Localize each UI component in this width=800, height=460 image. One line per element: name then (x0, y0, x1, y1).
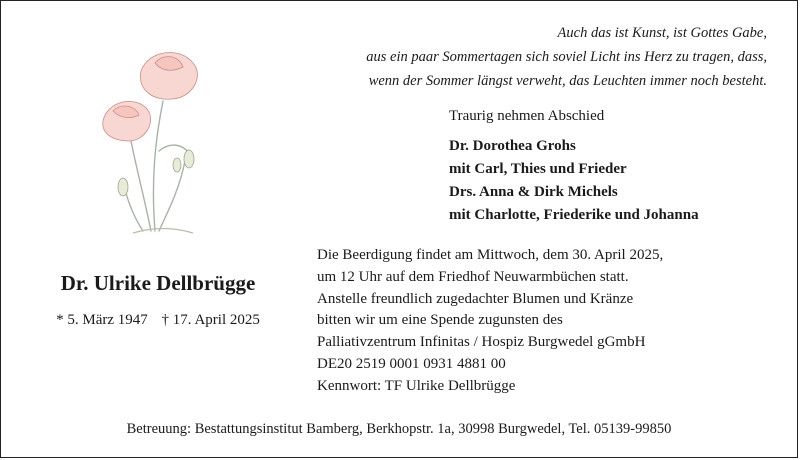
poppy-flowers-icon (93, 41, 223, 241)
life-dates (15, 312, 301, 329)
funeral-line: Kennwort: TF Ulrike Dellbrügge (317, 377, 516, 394)
funeral-line: Palliativzentrum Infinitas / Hospiz Burgwedel gGmbH (317, 334, 646, 351)
mourner-name: Dr. Dorothea Grohs (449, 138, 576, 154)
death-date: † 17. April 2025 (161, 312, 260, 328)
poem-line: Auch das ist Kunst, ist Gottes Gabe, (557, 25, 767, 41)
mourners-block (449, 105, 699, 227)
funeral-line: DE20 2519 0001 0931 4881 00 (317, 355, 506, 372)
mourner-name: mit Charlotte, Friederike und Johanna (449, 207, 699, 223)
mourners-names (449, 135, 699, 227)
mourner-name: Drs. Anna & Dirk Michels (449, 184, 618, 200)
birth-date: * 5. März 1947 (56, 312, 148, 328)
mourners-intro: Traurig nehmen Abschied (449, 108, 605, 124)
funeral-line: um 12 Uhr auf dem Friedhof Neuwarmbüchen statt. (317, 268, 629, 285)
poem (366, 21, 767, 93)
poem-line: wenn der Sommer längst verweht, das Leuchten immer noch besteht. (368, 73, 767, 89)
deceased-block (15, 271, 301, 329)
poem-line: aus ein paar Sommertagen sich soviel Licht ins Herz zu tragen, dass, (366, 49, 767, 65)
mourner-name: mit Carl, Thies und Frieder (449, 161, 627, 177)
funeral-home-footer: Betreuung: Bestattungsinstitut Bamberg, Berkhopstr. 1a, 30998 Burgwedel, Tel. 05139-99850 (126, 421, 672, 437)
funeral-line: Die Beerdigung findet am Mittwoch, dem 30. April 2025, (317, 247, 664, 263)
funeral-line: Anstelle freundlich zugedachter Blumen und Kränze (317, 290, 634, 307)
funeral-line: bitten wir um eine Spende zugunsten des (317, 312, 563, 329)
funeral-info (317, 245, 663, 398)
deceased-name: Dr. Ulrike Dellbrügge (60, 271, 256, 295)
